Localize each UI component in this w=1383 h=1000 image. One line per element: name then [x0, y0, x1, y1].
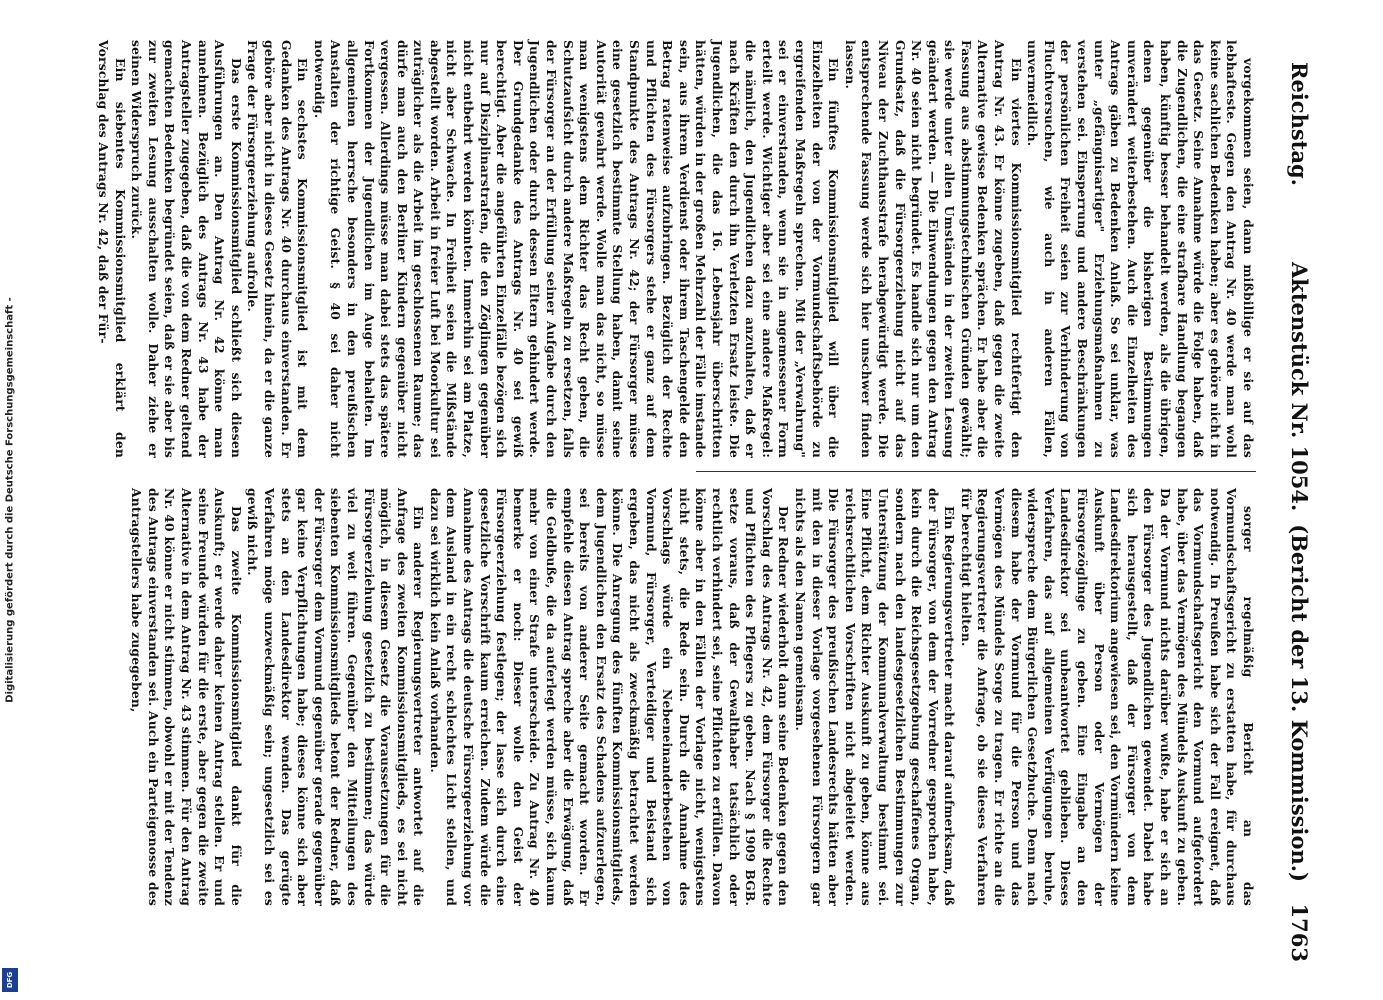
column-divider	[696, 471, 1256, 472]
paragraph: vorgekommen seien, dann mißbillige er sie auf das lebhafteste. Gegen den Antrag Nr. 40 werde man wohl keine sachlichen Bedenken haben; aber es gehöre nicht in das Gesetz. Seine Annahme würde die Folge haben, daß die Zugendlichen, die eine strafbare Handlung begangen haben, künftig besser behandelt werden, als die übrigen, denen gegenüber die bisherigen Bestimmungen unverändert weiterbestehen. Auch die Einzelheiten des Antrags gäben zu Bedenken Anlaß. So sei unklar, was unter „gefängnisartiger" Erziehungsmaßnahmen zu verstehen sei. Einsperrung und andere Beschränkungen der persönlichen Freiheit seien zur Verhinderung von Fluchtversuchen, wie auch in anderen Fällen, unvermeidlich.	[1025, 40, 1256, 458]
paragraph: Das zweite Kommissionsmitglied dankt für die Auskunft; er werde daher keinen Antrag stellen. Er und seine Freunde würden für die erste, aber gegen die zweite Alternative in dem Antrag Nr. 43 stimmen. Für den Antrag Nr. 40 könne er nicht stimmen, obwohl er mit der Tendenz des Antrags einverstanden sei. Auch ein Parteigenosse des Antragstellers habe zugegeben,	[129, 488, 244, 906]
digitization-footer	[0, 0, 20, 1000]
paragraph: Das erste Kommissionsmitglied schließt sich diesen Ausführungen an. Den Antrag Nr. 42 könne man annehmen. Bezüglich des Antrags Nr. 43 habe der Antragsteller zugegeben, daß die von dem Redner geltend gemachten Bedenken begründet seien, daß er sie aber bis zur zweiten Lesung ausschalten wolle. Daher ziehe er seinen Widerspruch zurück.	[129, 40, 244, 458]
running-head-right: (Bericht der 13. Kommission.)	[1287, 524, 1312, 882]
text-column-left	[96, 40, 1256, 458]
running-head-middle: Aktenstück Nr. 1054.	[1287, 262, 1312, 512]
running-head	[1262, 62, 1312, 962]
paragraph: sorger regelmäßig Bericht an das Vormundschaftsgericht zu erstatten habe, für durchaus notwendig. In Preußen habe sich der Fall ereignet, daß das Vormundschaftsgericht den Vormund aufgefordert habe, über das Vermögen des Mündels Auskunft zu geben. Da der Vormund nichts darüber wußte, habe er sich an den Fürsorger des Jugendlichen gewendet. Dabei habe sich herausgestellt, daß der Fürsorger von dem Landesdirektorium angewiesen sei, den Vormündern keine Auskunft über Person oder Vermögen der Fürsorgezöglinge zu geben. Eine Eingabe an den Landesdirektor sei unbeantwortet geblieben. Dieses Verfahren, das auf allgemeinen Verfügungen beruhe, widerspreche dem Bürgerlichen Gesetzbuche. Denn nach diesem habe der Vormund für die Person und das Vermögen des Mündels Sorge zu tragen. Er richte an die Regierungsvertreter die Anfrage, ob sie dieses Verfahren für berechtigt hielten.	[958, 488, 1256, 906]
paragraph: Ein viertes Kommissionsmitglied rechtfertigt den Antrag Nr. 43. Er könne zugeben, daß gegen die zweite Alternative gewisse Bedenken sprächen. Er habe aber die Fassung aus abstimmungstechnischen Gründen gewählt; sie werde unter allen Umständen in der zweiten Lesung geändert werden. — Die Einwendungen gegen den Antrag Nr. 40 seien nicht begründet. Es handle sich nur um den Grundsatz, daß die Fürsorgeerziehung nicht auf das Niveau der Zuchthausstrafe herabgewürdigt werde. Die entsprechende Fassung werde sich hier unschwer finden lassen.	[842, 40, 1024, 458]
running-head-left: Reichstag.	[1287, 62, 1312, 186]
paragraph: Ein siebentes Kommissionsmitglied erklärt den Vorschlag des Antrags Nr. 42, daß der Für-	[96, 40, 128, 458]
scanned-page	[95, 0, 1320, 1000]
digitization-credit: Digitalisierung gefördert durch die Deutsche Forschungsgemeinschaft -	[4, 297, 16, 703]
dfg-logo-icon	[2, 968, 18, 992]
paragraph: Der Redner wiederholt dann seine Bedenken gegen den Vorschlag des Antrags Nr. 42, dem Fürsorger die Rechte und Pflichten des Pflegers zu geben. Nach § 1909 BGB. setze voraus, daß der Gewalthaber tatsächlich oder rechtlich verhindert sei, seine Pflichten zu erfüllen. Davon könne aber in den Fällen der Vorlage nicht, wenigstens nicht stets, die Rede sein. Durch die Annahme des Vorschlags würde ein Nebeneinanderbestehen von Vormund, Fürsorger, Verteidiger und Beistand sich ergeben, das nicht als zweckmäßig betrachtet werden könne. Die Anregung des fünften Kommissionsmitglieds, dem Jugendlichen den Ersatz des Schadens aufzuerlegen, sei bereits von anderer Seite gemacht worden. Er empfehle diesen Antrag spreche aber die Erwägung, daß die Geldbuße, die da auferlegt werden müsse, sich kaum mehr von einer Strafe unterscheide. Zu Antrag Nr. 40 bemerke er noch: Dieser wolle den Geist der Fürsorgeerziehung festlegen; der lasse sich durch eine gesetzliche Vorschrift kaum erreichen. Zudem würde die Annahme des Antrags die deutsche Fürsorgeerziehung vor dem Ausland in ein recht schlechtes Licht stellen, und dazu sei wirklich kein Anlaß vorhanden.	[427, 488, 792, 906]
paragraph: Ein sechstes Kommissionsmitglied ist mit dem Gedanken des Antrags Nr. 40 durchaus einverstanden. Er gehöre aber nicht in dieses Gesetz hinein, da er die ganze Frage der Fürsorgeerziehung aufrolle.	[245, 40, 311, 458]
dfg-logo-text: DFG	[6, 971, 14, 989]
page-number: 1763	[1287, 903, 1312, 962]
text-column-right	[116, 488, 1256, 906]
paragraph: Ein fünftes Kommissionsmitglied will über die Einzelheiten der von der Vormundschaftsbehörde zu ergreifenden Maßregeln sprechen. Mit der „Verwahrung" sei er einverstanden, wenn sie in angemessener Form erteilt werde. Wichtiger aber sei eine andere Maßregel: die nämlich, den Jugendlichen dazu anzuhalten, daß er nach Kräften den durch ihn Verletzten Ersatz leiste. Die Jugendlichen, die das 16. Lebensjahr überschritten hätten, würden in der großen Mehrzahl der Fälle imstande sein, aus ihrem Verdienst oder ihrem Taschengelde den Betrag ratenweise aufzubringen. Bezüglich der Rechte und Pflichten des Fürsorgers stehe er ganz auf dem Standpunkte des Antrags Nr. 42; der Fürsorger müsse eine gesetzlich bestimmte Stellung haben, damit seine Autorität gewahrt werde. Wolle man das nicht, so müsse man wenigstens dem Richter das Recht geben, die Schutzaufsicht durch andere Maßregeln zu ersetzen, falls der Fürsorger an der Erfüllung seiner Aufgabe durch den Jugendlichen oder durch dessen Eltern gehindert werde. Der Grundgedanke des Antrags Nr. 40 sei gewiß berechtigt. Aber die angeführten Einzelfälle bezögen sich nur auf Disziplinarstrafen, die den Zöglingen gegenüber nicht entbehrt werden könnten. Immerhin sei am Platze, nicht aber Schwache. In Freiheit seien die Mißstände abgestellt worden. Arbeit in freier Luft bei Moorkultur sei zuträglicher als die Arbeit im geschlossenen Raume; das dürfe man auch den Berliner Kindern gegenüber nicht vergessen. Allerdings müsse man dabei stets das spätere Fortkommen der Jugendlichen im Auge behalten. Im allgemeinen herrsche besonders in den preußischen Anstalten der richtige Geist. § 40 sei daher nicht notwendig.	[311, 40, 842, 458]
paragraph: Ein anderer Regierungsvertreter antwortet auf die Anfrage des zweiten Kommissionsmitglieds, es sei nicht möglich, in diesem Gesetz die Voraussetzungen für die Fürsorgeerziehung gesetzlich zu bestimmen; das würde viel zu weit führen. Gegenüber den Mitteilungen des siebenten Kommissionsmitglieds betont der Redner, daß der Fürsorger dem Vormund gegenüber gerade gegenüber gar keine Verpflichtungen habe; dieses könne sich aber stets an den Landesdirektor wenden. Das gerügte Verfahren möge unzweckmäßig sein; ungesetzlich sei es gewiß nicht.	[245, 488, 427, 906]
paragraph: Ein Regierungsvertreter macht darauf aufmerksam, daß der Fürsorger, von dem der Vorredner gesprochen habe, kein durch die Reichsgesetzgebung geschaffenes Organ, sondern nach den landesgesetzlichen Bestimmungen zur Unterstützung der Kommunalverwaltung bestimmt sei. Eine Pflicht, dem Richter Auskunft zu geben, könne aus reichsrechtlichen Vorschriften nicht abgeleitet werden. Die Fürsorger des preußischen Landesrechts hätten aber mit den in dieser Vorlage vorgesehenen Fürsorgern gar nichts als den Namen gemeinsam.	[792, 488, 958, 906]
